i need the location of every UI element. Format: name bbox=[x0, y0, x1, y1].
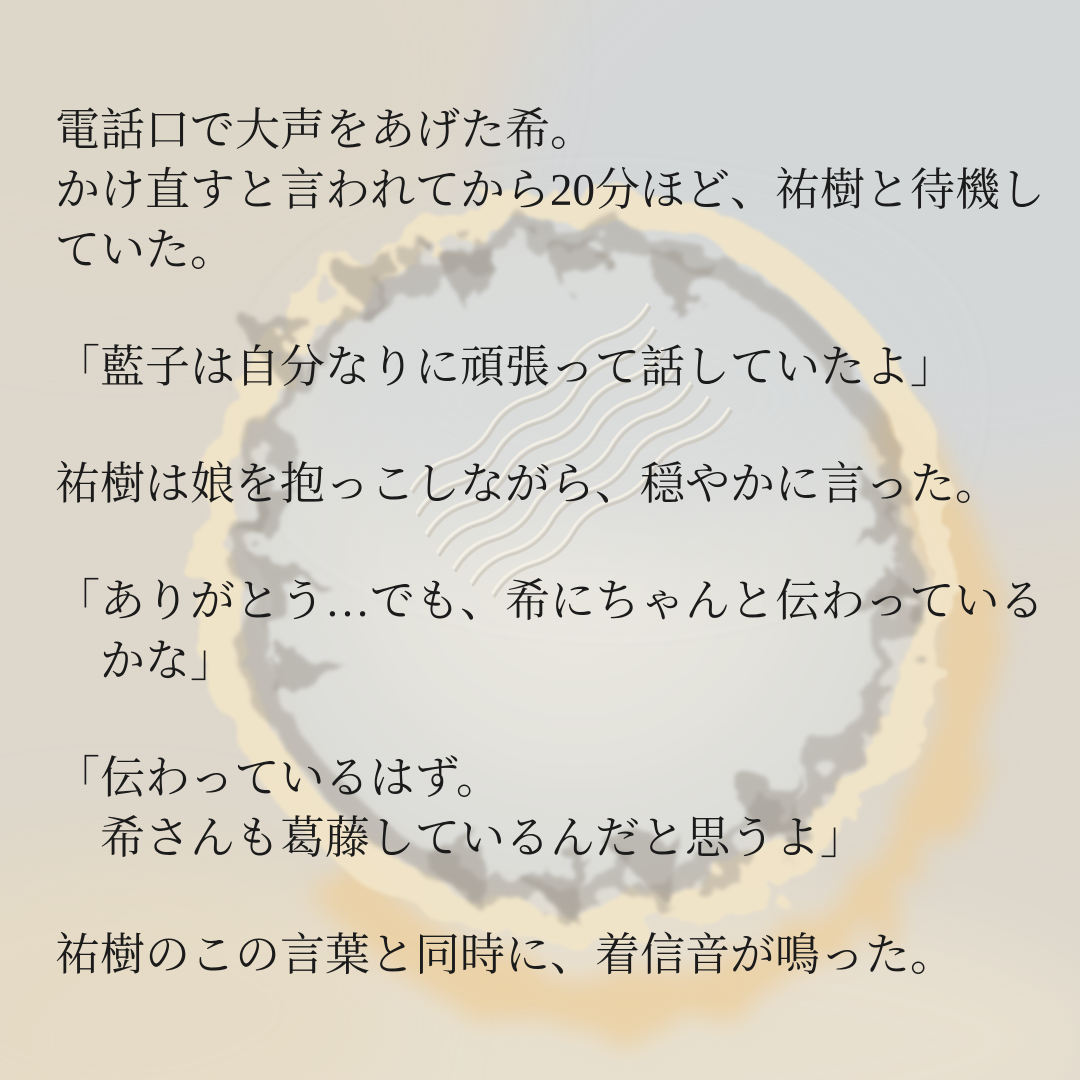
story-line: ていた。 bbox=[55, 225, 236, 275]
paragraph-gap bbox=[55, 280, 1045, 337]
story-line: かな」 bbox=[55, 636, 236, 686]
story-line: 祐樹は娘を抱っこしながら、穏やかに言った。 bbox=[55, 459, 1001, 509]
story-text-block bbox=[55, 100, 1045, 985]
story-line: 電話口で大声をあげた希。 bbox=[55, 105, 596, 155]
paragraph-gap bbox=[55, 868, 1045, 925]
story-line: 「藍子は自分なりに頑張って話していたよ」 bbox=[55, 342, 956, 392]
story-line: 希さんも葛藤しているんだと思うよ」 bbox=[55, 813, 866, 863]
story-line: 「ありがとう…でも、希にちゃんと伝わっている bbox=[55, 576, 1045, 626]
paragraph-gap bbox=[55, 514, 1045, 571]
story-line: 祐樹のこの言葉と同時に、着信音が鳴った。 bbox=[55, 930, 956, 980]
story-line: かけ直すと言われてから20分ほど、祐樹と待機し bbox=[55, 165, 1046, 215]
paragraph-gap bbox=[55, 691, 1045, 748]
story-line: 「伝わっているはず。 bbox=[55, 753, 501, 803]
paragraph-gap bbox=[55, 397, 1045, 454]
